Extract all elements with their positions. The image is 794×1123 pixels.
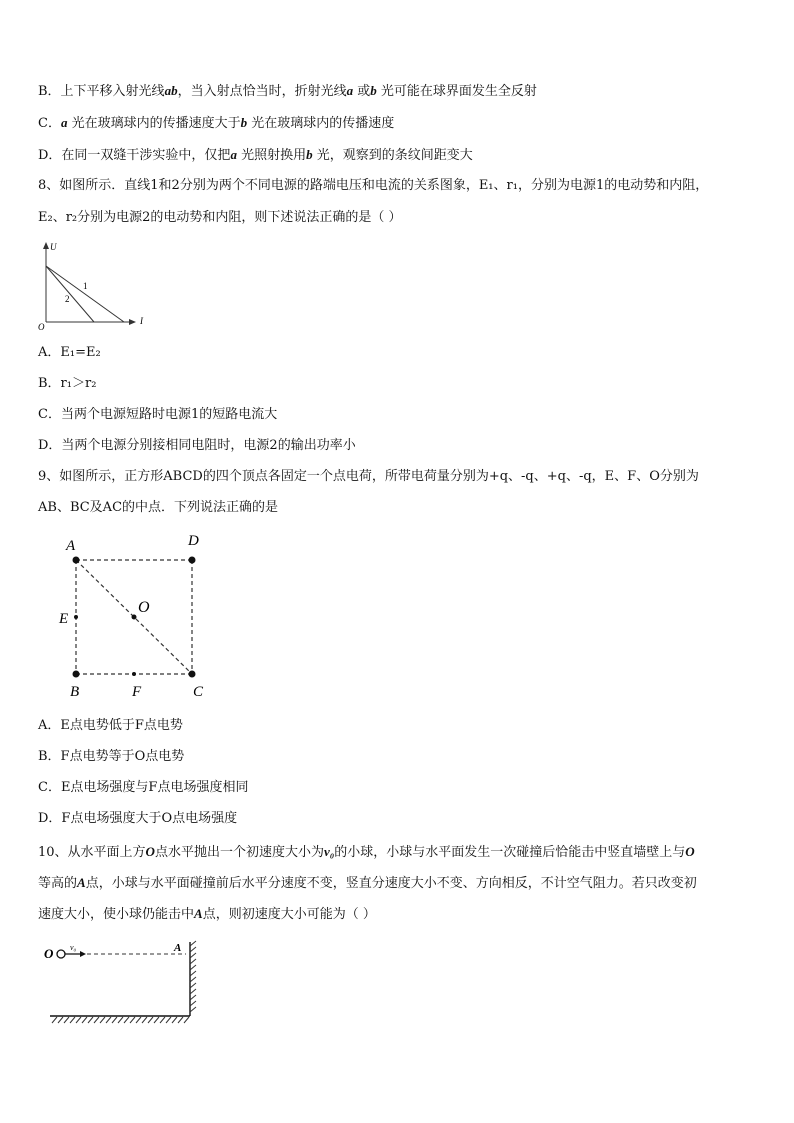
q7-option-b-text: B．上下平移入射光线 — [38, 84, 165, 99]
wall-hatching — [190, 941, 196, 1012]
q10-text: 点水平抛出一个初速度大小为 — [154, 845, 324, 860]
q8-stem-line2: E₂、r₂分别为电源2的电动势和内阻，则下述说法正确的是（ ） — [38, 210, 402, 225]
q8-option-d: D．当两个电源分别接相同电阻时，电源2的输出功率小 — [38, 438, 356, 453]
q7-option-b-text: 光可能在球界面发生全反射 — [376, 84, 537, 99]
q10-var: v₀ — [323, 844, 335, 859]
ball — [57, 950, 65, 958]
point-c — [189, 671, 196, 678]
label-d: D — [188, 533, 199, 549]
q7-option-d-var: b — [306, 147, 313, 162]
label-v0: v₀ — [70, 943, 77, 952]
q10-var: O — [145, 844, 155, 859]
velocity-arrowhead — [80, 951, 86, 957]
q9-option-c: C．E点电场强度与F点电场强度相同 — [38, 780, 249, 795]
point-d — [189, 557, 196, 564]
line-1 — [46, 266, 124, 322]
point-b — [73, 671, 80, 678]
q10-stem-line2 — [38, 874, 697, 893]
ground-hatching — [52, 1017, 189, 1023]
q9-stem-line2: AB、BC及AC的中点．下列说法正确的是 — [38, 500, 279, 515]
q7-option-c-var: a — [60, 115, 68, 130]
q9-option-a: A．E点电势低于F点电势 — [38, 718, 183, 733]
q10-var: O — [685, 844, 695, 859]
q7-option-b-var: ab — [164, 83, 178, 98]
point-e — [74, 615, 78, 619]
line-2-label: 2 — [65, 294, 70, 304]
q7-option-c-text: C． — [38, 116, 61, 131]
q10-text: 的小球，小球与水平面发生一次碰撞后恰能击中竖直墙壁上与 — [334, 845, 686, 860]
point-o — [132, 615, 137, 620]
q9-option-d: D．F点电场强度大于O点电场强度 — [38, 811, 238, 826]
i-axis-label: I — [140, 316, 143, 326]
q7-option-d-var: a — [230, 147, 237, 162]
i-axis-arrow — [129, 319, 136, 325]
q7-option-c — [38, 114, 394, 133]
point-f — [132, 672, 136, 676]
line-1-label: 1 — [83, 281, 88, 291]
q7-option-d-text: 光，观察到的条纹间距变大 — [312, 148, 473, 163]
q10-text: 速度大小，使小球仍能击中 — [38, 907, 195, 922]
q10-text: 等高的 — [38, 876, 78, 891]
q7-option-d-text: 光照射换用 — [236, 148, 307, 163]
q7-option-b-text: ，当入射点恰当时，折射光线 — [177, 84, 347, 99]
q8-ui-graph — [36, 240, 154, 332]
q10-text: 点，小球与水平面碰撞前后水平分速度不变，竖直分速度大小不变、方向相反，不计空气阻力。若只改变初 — [85, 876, 697, 891]
q9-option-b: B．F点电势等于O点电势 — [38, 749, 185, 764]
q10-projectile-figure — [40, 938, 210, 1030]
q7-option-c-text: 光在玻璃球内的传播速度 — [247, 116, 395, 131]
q8-option-b: B．r₁＞r₂ — [38, 376, 97, 391]
q8-option-a: A．E₁=E₂ — [38, 345, 101, 360]
q10-stem-line3 — [38, 905, 376, 924]
u-axis-label: U — [50, 242, 57, 252]
q8-stem-line1: 8、如图所示．直线1和2分别为两个不同电源的路端电压和电流的关系图象，E₁、r₁，分别为电源1的电动势和内阻， — [38, 178, 709, 193]
u-axis-arrow — [43, 242, 49, 249]
origin-label: O — [38, 322, 45, 332]
label-o: O — [44, 946, 54, 961]
label-o: O — [138, 599, 150, 616]
q10-var: A — [77, 875, 86, 890]
label-c: C — [193, 684, 204, 700]
q8-option-c: C．当两个电源短路时电源1的短路电流大 — [38, 407, 278, 422]
label-a: A — [66, 538, 76, 554]
q10-text: 10、从水平面上方 — [38, 845, 146, 860]
q7-option-c-var: b — [240, 115, 248, 130]
point-a — [73, 557, 80, 564]
label-a: A — [174, 942, 182, 954]
q9-stem-line1: 9、如图所示，正方形ABCD的四个顶点各固定一个点电荷，所带电荷量分别为+q、-q、+q、-q，E、F、O分别为 — [38, 469, 699, 484]
q9-square-figure — [54, 530, 214, 702]
q7-option-b-text: 或 — [353, 84, 371, 99]
q7-option-d-text: D．在同一双缝干涉实验中，仅把 — [38, 148, 231, 163]
q10-stem-line1 — [38, 843, 695, 862]
q7-option-c-text: 光在玻璃球内的传播速度大于 — [67, 116, 241, 131]
q7-option-b — [38, 82, 537, 101]
label-f: F — [132, 684, 142, 700]
label-e: E — [59, 611, 69, 627]
q7-option-b-var: b — [370, 83, 377, 98]
q7-option-d — [38, 146, 473, 165]
q10-text: 点，则初速度大小可能为（ ） — [202, 907, 376, 922]
line-2 — [46, 266, 94, 322]
label-b: B — [70, 684, 80, 700]
q7-option-b-var: a — [346, 83, 354, 98]
q10-var: A — [194, 906, 203, 921]
